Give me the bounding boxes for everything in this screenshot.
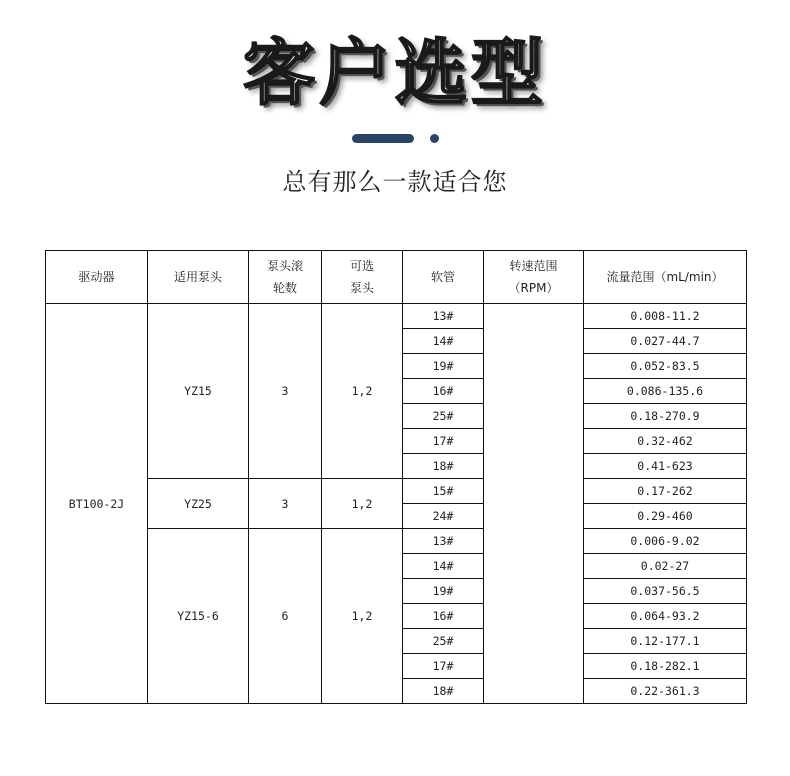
flow-cell: 0.18-282.1 (584, 654, 747, 679)
tubing-cell: 16# (403, 604, 484, 629)
col-header-tubing: 软管 (403, 251, 484, 304)
col-header-rollers-line2: 轮数 (272, 281, 297, 295)
rollers-cell: 6 (249, 529, 322, 704)
table-row (46, 304, 747, 329)
options-cell: 1,2 (322, 304, 403, 479)
page-subtitle: 总有那么一款适合您 (282, 168, 508, 196)
pump-head-cell: YZ15 (148, 304, 249, 479)
flow-cell: 0.29-460 (584, 504, 747, 529)
tubing-cell: 16# (403, 379, 484, 404)
speed-cell (484, 304, 584, 704)
options-cell: 1,2 (322, 529, 403, 704)
decoration-bar (352, 134, 414, 143)
tubing-cell: 14# (403, 329, 484, 354)
tubing-cell: 18# (403, 679, 484, 704)
flow-cell: 0.037-56.5 (584, 579, 747, 604)
tubing-cell: 18# (403, 454, 484, 479)
page-title: 客户选型 (242, 30, 547, 115)
col-header-options (322, 251, 403, 304)
tubing-cell: 17# (403, 654, 484, 679)
options-cell: 1,2 (322, 479, 403, 529)
flow-cell: 0.41-623 (584, 454, 747, 479)
flow-cell: 0.22-361.3 (584, 679, 747, 704)
tubing-cell: 25# (403, 404, 484, 429)
rollers-cell: 3 (249, 304, 322, 479)
tubing-cell: 15# (403, 479, 484, 504)
pump-head-cell: YZ25 (148, 479, 249, 529)
table-header-row (46, 251, 747, 304)
tubing-cell: 13# (403, 529, 484, 554)
col-header-rollers-line1: 泵头滚 (266, 259, 303, 273)
col-header-speed-line1: 转速范围 (509, 259, 558, 273)
col-header-pump-head: 适用泵头 (148, 251, 249, 304)
col-header-speed-line2: （RPM） (508, 281, 559, 295)
col-header-options-line1: 可选 (349, 259, 374, 273)
flow-cell: 0.008-11.2 (584, 304, 747, 329)
selection-table (45, 250, 747, 704)
flow-cell: 0.064-93.2 (584, 604, 747, 629)
driver-cell: BT100-2J (46, 304, 148, 704)
table-row (46, 479, 747, 504)
flow-cell: 0.17-262 (584, 479, 747, 504)
flow-cell: 0.086-135.6 (584, 379, 747, 404)
tubing-cell: 19# (403, 354, 484, 379)
table-row (46, 529, 747, 554)
col-header-rollers (249, 251, 322, 304)
col-header-options-line2: 泵头 (349, 281, 374, 295)
flow-cell: 0.052-83.5 (584, 354, 747, 379)
flow-cell: 0.006-9.02 (584, 529, 747, 554)
decoration-dot (430, 134, 439, 143)
col-header-driver: 驱动器 (46, 251, 148, 304)
flow-cell: 0.027-44.7 (584, 329, 747, 354)
tubing-cell: 13# (403, 304, 484, 329)
title-decoration (0, 134, 790, 144)
pump-head-cell: YZ15-6 (148, 529, 249, 704)
flow-cell: 0.32-462 (584, 429, 747, 454)
flow-cell: 0.02-27 (584, 554, 747, 579)
tubing-cell: 17# (403, 429, 484, 454)
tubing-cell: 14# (403, 554, 484, 579)
tubing-cell: 25# (403, 629, 484, 654)
col-header-flow: 流量范围（mL/min） (584, 251, 747, 304)
tubing-cell: 24# (403, 504, 484, 529)
flow-cell: 0.12-177.1 (584, 629, 747, 654)
rollers-cell: 3 (249, 479, 322, 529)
col-header-speed (484, 251, 584, 304)
tubing-cell: 19# (403, 579, 484, 604)
flow-cell: 0.18-270.9 (584, 404, 747, 429)
